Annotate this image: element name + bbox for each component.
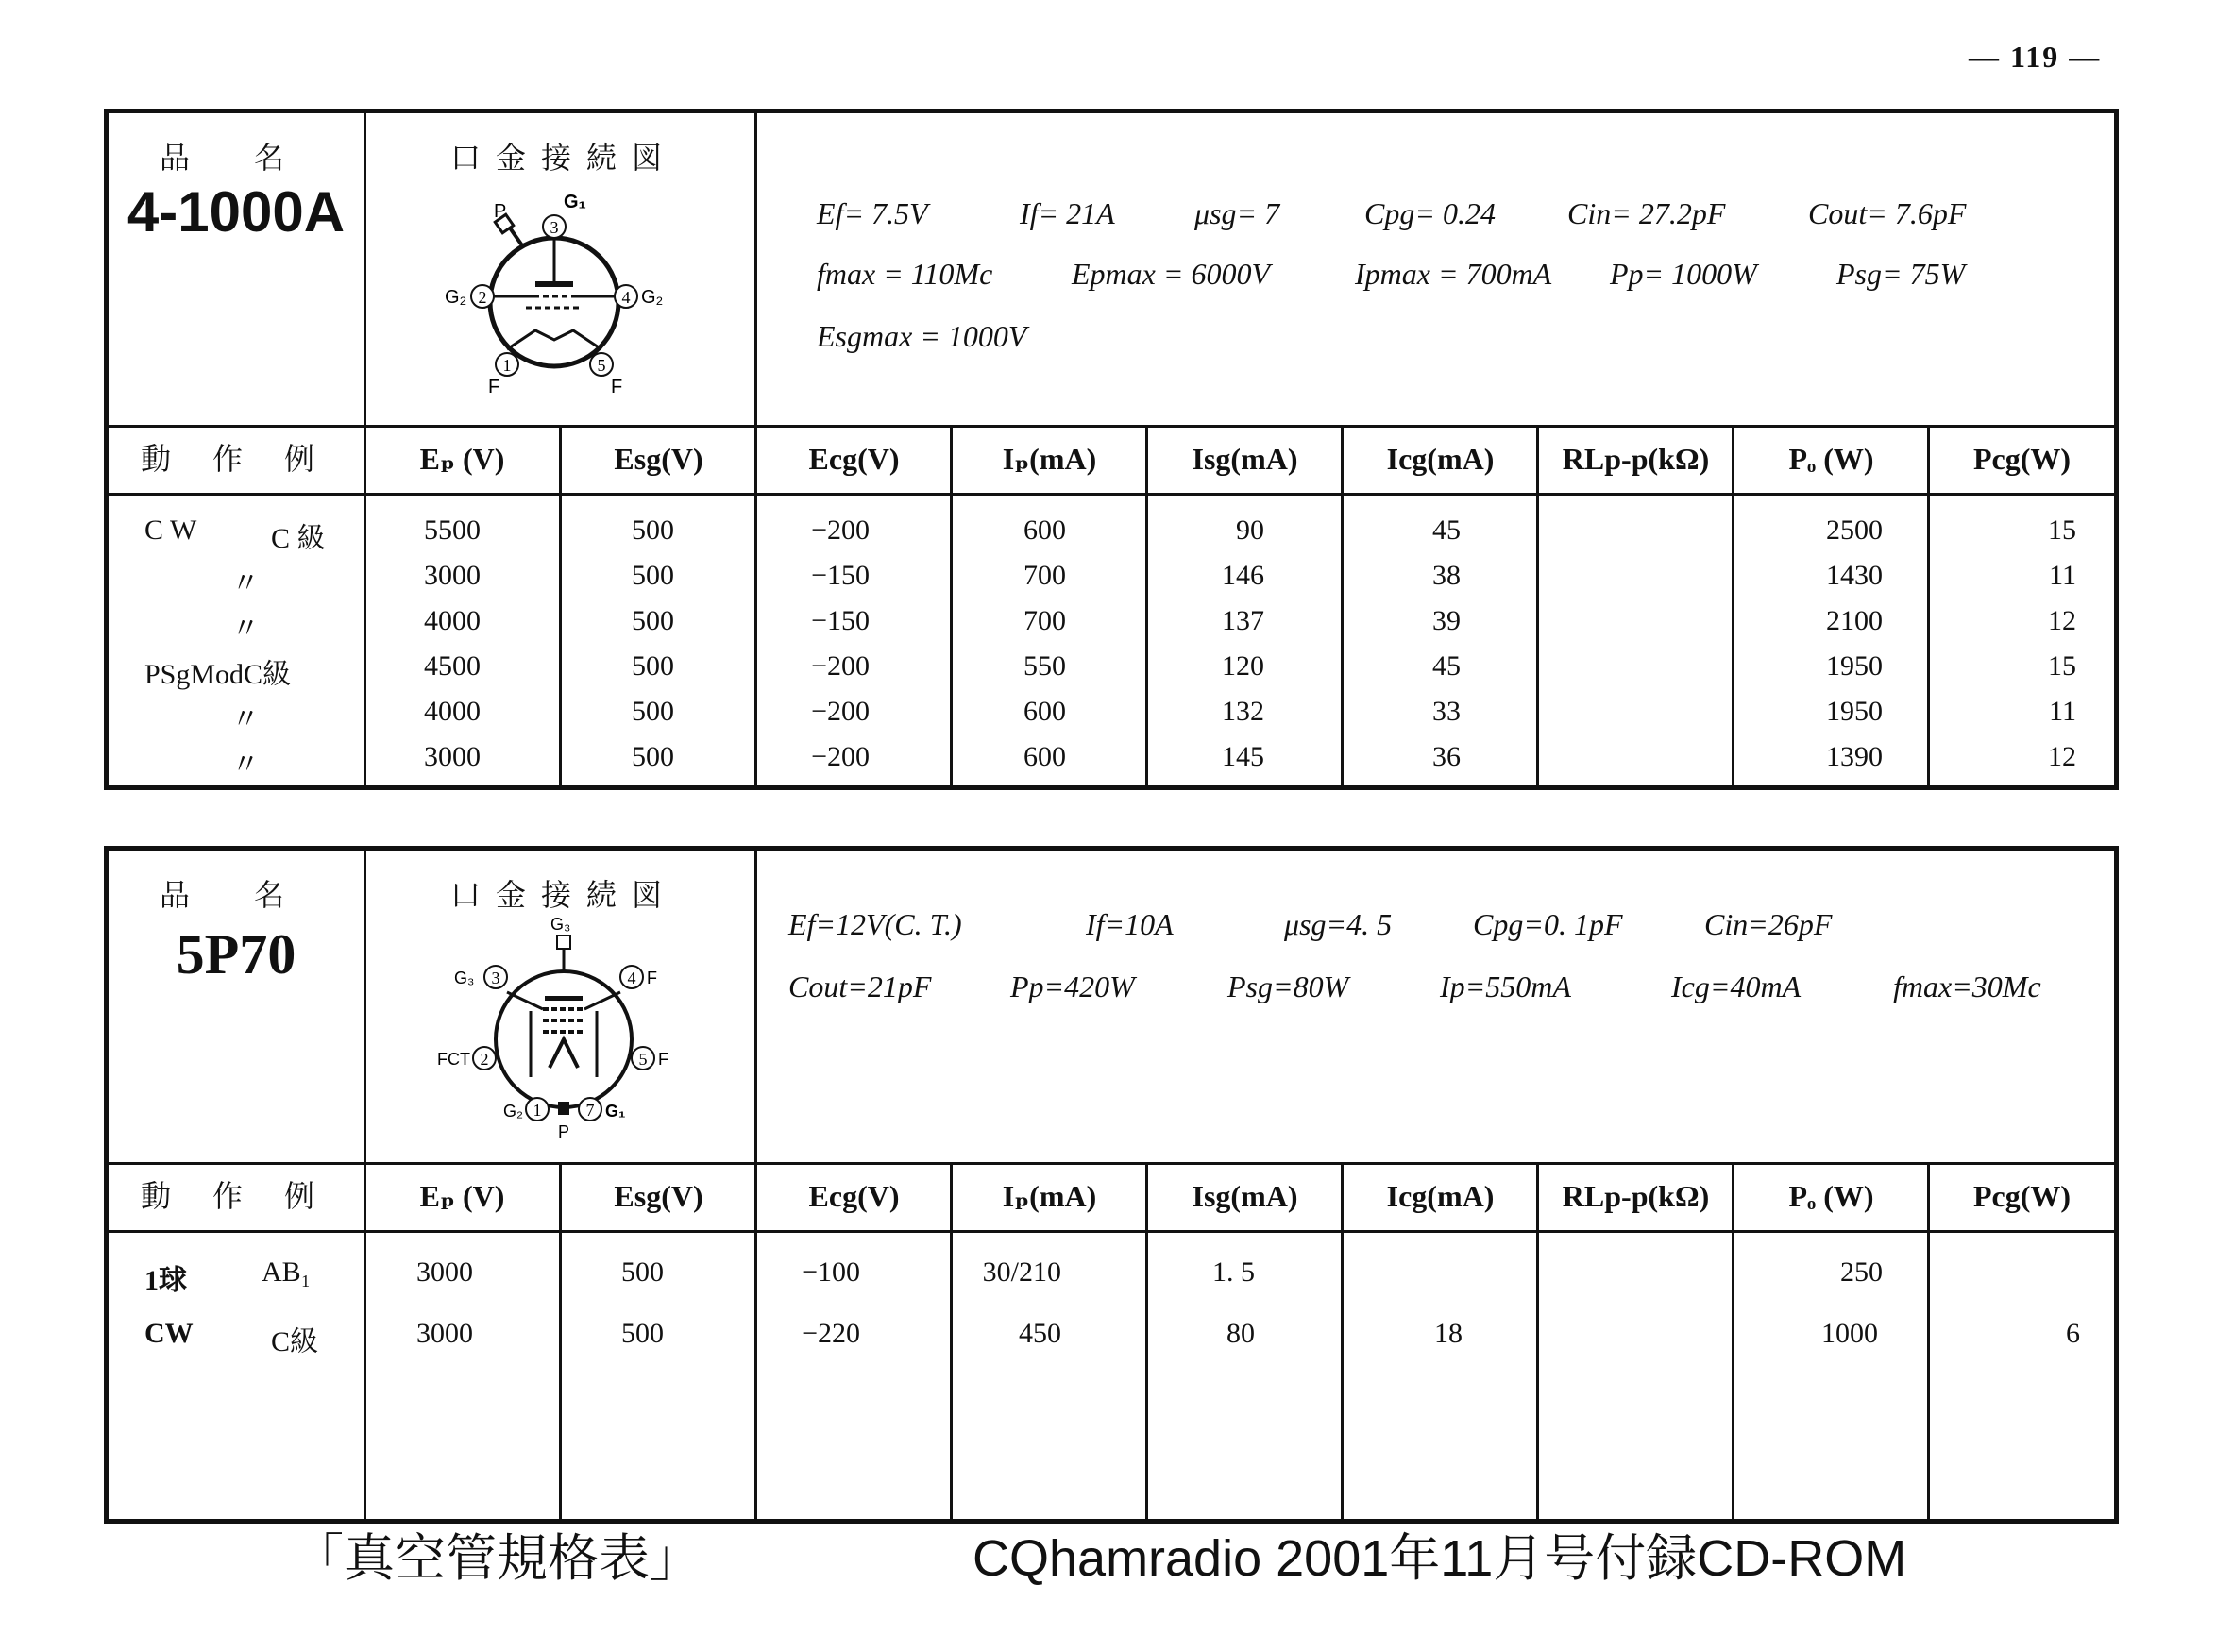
pin-5-label: 5 [638, 1050, 648, 1069]
spec-musg: μsg= 7 [1194, 196, 1280, 230]
cell-isg: 1. 5 [1212, 1256, 1255, 1288]
cell-po: 2500 [1826, 514, 1883, 546]
spec-icg: Icg=40mA [1671, 969, 1802, 1003]
spec-cpg: Cpg=0. 1pF [1473, 907, 1623, 941]
spec-if: If=10A [1086, 907, 1174, 941]
column-header-row [109, 425, 2114, 496]
col-ecg: Ecg(V) [808, 442, 900, 476]
name-cell [109, 851, 366, 1162]
spec-fmax: fmax=30Mc [1893, 969, 2041, 1003]
pin-4-label: 4 [627, 969, 636, 987]
col-rl: RLp-p(kΩ) [1562, 1179, 1710, 1213]
tube-name: 4-1000A [127, 180, 346, 244]
cell-pcg: 12 [2048, 605, 2076, 636]
cell-po: 1390 [1826, 741, 1883, 772]
cell-ep: 3000 [424, 741, 481, 772]
spec-cin: Cin= 27.2pF [1567, 196, 1726, 230]
column-header-row [109, 1162, 2114, 1233]
pin-3-label: 3 [491, 969, 500, 987]
spec-cell [760, 851, 2114, 1162]
f-pin4-label: F [647, 969, 657, 987]
spec-cell [760, 113, 2114, 425]
cell-po: 1950 [1826, 650, 1883, 682]
col-ip: Iₚ(mA) [1002, 1179, 1097, 1213]
row-label: PSgModC級 [144, 659, 292, 690]
cell-ecg: −200 [811, 650, 870, 682]
row-label: 〃 [231, 614, 260, 645]
cell-ep: 4000 [424, 696, 481, 727]
cell-ecg: −150 [811, 605, 870, 636]
col-pcg: Pcg(W) [1972, 442, 2072, 476]
cell-icg: 36 [1432, 741, 1461, 772]
g3-top-label: G₃ [550, 917, 571, 934]
cell-ep: 4500 [424, 650, 481, 682]
cell-esg: 500 [632, 514, 674, 546]
name-label: 品 名 [159, 141, 313, 175]
spec-ipmax: Ipmax = 700mA [1355, 257, 1552, 291]
cell-ip: 600 [1023, 514, 1066, 546]
g3-left-label: G₃ [454, 969, 475, 987]
plate-label: P [494, 201, 507, 222]
col-esg: Esg(V) [614, 1179, 703, 1213]
col-isg: Isg(mA) [1192, 1179, 1298, 1213]
g1-label: G₁ [605, 1102, 626, 1121]
example-header: 動 作 例 [140, 442, 331, 476]
cell-pcg: 12 [2048, 741, 2076, 772]
f-pin5-label: F [658, 1050, 668, 1069]
cell-ecg: −200 [811, 741, 870, 772]
cell-ip: 600 [1023, 696, 1066, 727]
spec-ip: Ip=550mA [1440, 969, 1571, 1003]
col-isg: Isg(mA) [1192, 442, 1298, 476]
spec-epmax: Epmax = 6000V [1072, 257, 1270, 291]
cell-ecg: −200 [811, 514, 870, 546]
diagram-label: 口金接続図 [450, 141, 678, 175]
cell-ip: 700 [1023, 560, 1066, 591]
cell-esg: 500 [621, 1318, 664, 1349]
tube-header [109, 113, 2114, 428]
cell-ecg: −220 [802, 1318, 860, 1349]
col-pcg: Pcg(W) [1972, 1179, 2072, 1213]
base-connection-diagram-icon [431, 917, 677, 1153]
tube-header [109, 851, 2114, 1165]
cell-isg: 137 [1222, 605, 1264, 636]
col-ecg: Ecg(V) [808, 1179, 900, 1213]
cell-icg: 18 [1434, 1318, 1463, 1349]
cell-ep: 3000 [416, 1256, 473, 1288]
cell-po: 1430 [1826, 560, 1883, 591]
spec-cpg: Cpg= 0.24 [1364, 196, 1496, 230]
cell-isg: 146 [1222, 560, 1264, 591]
cell-isg: 90 [1236, 514, 1264, 546]
footer-source: CQhamradio 2001年11月号付録CD-ROM [973, 1530, 1907, 1587]
cell-po: 1950 [1826, 696, 1883, 727]
spec-cout: Cout=21pF [788, 969, 932, 1003]
cell-esg: 500 [632, 741, 674, 772]
pin-2-label: 2 [478, 288, 487, 307]
spec-psg: Psg=80W [1227, 969, 1349, 1003]
cell-ecg: −200 [811, 696, 870, 727]
plate-label: P [558, 1122, 570, 1141]
cell-esg: 500 [632, 605, 674, 636]
cell-ecg: −150 [811, 560, 870, 591]
f-left-label: F [488, 377, 500, 397]
cell-icg: 39 [1432, 605, 1461, 636]
cell-icg: 45 [1432, 650, 1461, 682]
example-header: 動 作 例 [140, 1179, 331, 1213]
page-number: ― 119 ― [1969, 40, 2102, 74]
row-label: 〃 [231, 704, 260, 735]
cell-esg: 500 [621, 1256, 664, 1288]
cell-isg: 120 [1222, 650, 1264, 682]
cell-ep: 5500 [424, 514, 481, 546]
g2-left-label: G₂ [445, 287, 467, 308]
col-po: Pₒ (W) [1788, 442, 1874, 476]
row-label: 〃 [231, 750, 260, 781]
col-esg: Esg(V) [614, 442, 703, 476]
g2-label: G₂ [503, 1102, 523, 1121]
spec-cout: Cout= 7.6pF [1808, 196, 1967, 230]
spec-musg: μsg=4. 5 [1284, 907, 1393, 941]
pin-1-label: 1 [502, 356, 512, 375]
cell-esg: 500 [632, 650, 674, 682]
spec-ef: Ef= 7.5V [817, 196, 928, 230]
cell-po: 2100 [1826, 605, 1883, 636]
pin-5-label: 5 [597, 356, 606, 375]
cell-icg: 45 [1432, 514, 1461, 546]
col-ep: Eₚ (V) [419, 1179, 505, 1213]
spec-ef: Ef=12V(C. T.) [788, 907, 962, 941]
cell-ep: 4000 [424, 605, 481, 636]
cell-po: 1000 [1821, 1318, 1878, 1349]
cell-po: 250 [1840, 1256, 1883, 1288]
spec-cin: Cin=26pF [1704, 907, 1833, 941]
row-class: AB₁ [262, 1256, 312, 1288]
row-class: C級 [271, 1326, 319, 1357]
cell-ip: 600 [1023, 741, 1066, 772]
f-right-label: F [611, 377, 623, 397]
col-rl: RLp-p(kΩ) [1562, 442, 1710, 476]
pin-2-label: 2 [480, 1050, 489, 1069]
col-ip: Iₚ(mA) [1002, 442, 1097, 476]
footer-title: 「真空管規格表」 [293, 1530, 701, 1587]
g2-right-label: G₂ [641, 287, 664, 308]
cell-ep: 3000 [416, 1318, 473, 1349]
col-icg: Icg(mA) [1386, 442, 1495, 476]
row-label: 〃 [231, 568, 260, 599]
cell-ip: 550 [1023, 650, 1066, 682]
cell-pcg: 15 [2048, 650, 2076, 682]
spec-psg: Psg= 75W [1836, 257, 1966, 291]
col-ep: Eₚ (V) [419, 442, 505, 476]
cell-icg: 38 [1432, 560, 1461, 591]
spec-esgmax: Esgmax = 1000V [817, 319, 1027, 353]
diagram-cell [365, 113, 757, 425]
pin-3-label: 3 [550, 218, 559, 237]
diagram-label: 口金接続図 [450, 878, 678, 912]
cell-ip: 30/210 [982, 1256, 1061, 1288]
row-label: CW [144, 1318, 194, 1349]
cell-ip: 700 [1023, 605, 1066, 636]
cell-pcg: 11 [2049, 560, 2076, 591]
cell-pcg: 15 [2048, 514, 2076, 546]
tube-name: 5P70 [176, 923, 296, 986]
cell-ip: 450 [1019, 1318, 1061, 1349]
cell-ecg: −100 [802, 1256, 860, 1288]
pin-1-label: 1 [533, 1101, 542, 1120]
fct-label: FCT [437, 1050, 470, 1069]
spec-fmax: fmax = 110Mc [817, 257, 993, 291]
col-po: Pₒ (W) [1788, 1179, 1874, 1213]
cell-esg: 500 [632, 560, 674, 591]
cell-isg: 80 [1226, 1318, 1255, 1349]
cell-pcg: 11 [2049, 696, 2076, 727]
cell-isg: 145 [1222, 741, 1264, 772]
cell-ep: 3000 [424, 560, 481, 591]
tube-spec-block-5p70 [104, 846, 2119, 1524]
col-icg: Icg(mA) [1386, 1179, 1495, 1213]
name-label: 品 名 [159, 878, 313, 912]
cell-pcg: 6 [2066, 1318, 2080, 1349]
row-class: C 級 [271, 523, 326, 554]
cell-esg: 500 [632, 696, 674, 727]
spec-pp: Pp= 1000W [1610, 257, 1757, 291]
name-cell [109, 113, 366, 425]
tube-spec-block-4-1000a [104, 109, 2119, 790]
base-connection-diagram-icon [431, 179, 677, 406]
spec-pp: Pp=420W [1010, 969, 1135, 1003]
g1-label: G₁ [564, 192, 586, 212]
spec-if: If= 21A [1020, 196, 1115, 230]
diagram-cell [365, 851, 757, 1162]
cell-icg: 33 [1432, 696, 1461, 727]
pin-4-label: 4 [621, 288, 631, 307]
pin-7-label: 7 [585, 1101, 595, 1120]
row-label: 1球 [144, 1265, 187, 1296]
cell-isg: 132 [1222, 696, 1264, 727]
row-label: C W [144, 514, 197, 546]
